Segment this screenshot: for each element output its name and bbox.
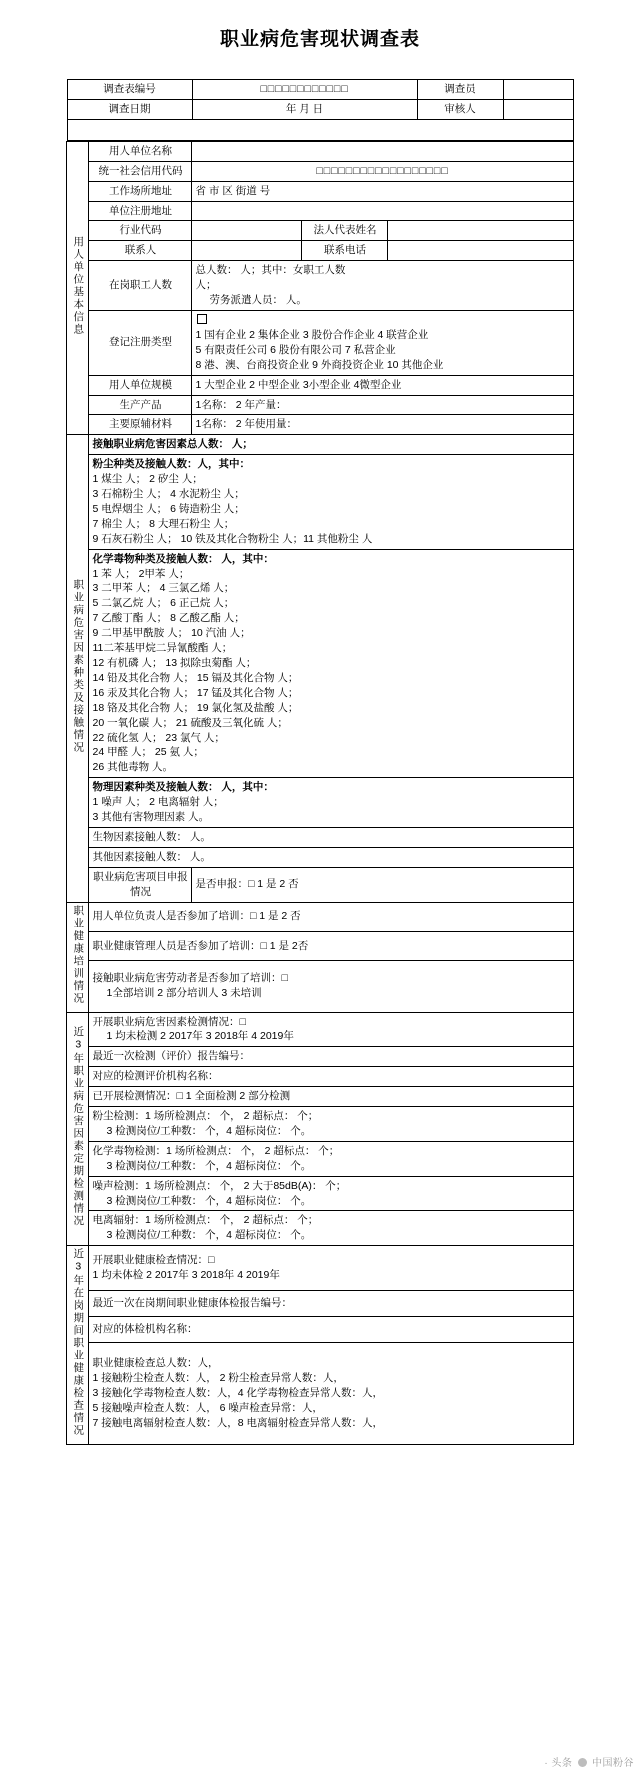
exam-detail-line-4: 5 接触噪声检查人数：人， 6 噪声检查异常：人，: [92, 1401, 323, 1414]
table-row: [67, 847, 573, 867]
chemical-types-block[interactable]: [89, 549, 573, 778]
chemical-line-13: 24 甲醛 人； 25 氨 人；: [92, 746, 204, 759]
spacer-cell: [67, 119, 573, 140]
table-row: [67, 310, 573, 375]
exam-detail-line-1: 职业健康检查总人数：人，: [92, 1357, 219, 1370]
table-row: [67, 931, 573, 960]
survey-no-label: 调查表编号: [67, 80, 192, 100]
unit-scale-options[interactable]: 1 大型企业 2 中型企业 3小型企业 4微型企业: [192, 375, 573, 395]
detection-carryout-row[interactable]: [89, 1012, 573, 1047]
table-row: [67, 1141, 573, 1176]
chemical-line-10: 18 铬及其化合物 人； 19 氯化氢及盐酸 人；: [92, 701, 299, 714]
detection-dust-line-2: 3 检测岗位/工种数： 个，4 超标岗位： 个。: [106, 1124, 312, 1137]
watermark-prefix: · 头条: [544, 1758, 573, 1769]
chemical-line-11: 20 一氧化碳 人； 21 硫酸及三氧化硫 人；: [92, 716, 288, 729]
chemical-line-4: 7 乙酸丁酯 人； 8 乙酸乙酯 人；: [92, 612, 245, 625]
table-row: [67, 221, 573, 241]
investigator-label: 调查员: [417, 80, 503, 100]
contact-label: 联系人: [89, 241, 192, 261]
table-row: [67, 867, 573, 902]
staff-line-3: 劳务派遣人员： 人。: [209, 294, 307, 307]
register-type-label: 登记注册类型: [89, 310, 192, 375]
staff-line-1: 总人数： 人；其中：女职工人数: [195, 264, 346, 277]
chemical-line-1: 1 苯 人； 2甲苯 人；: [92, 567, 190, 580]
detection-chemical-row[interactable]: [89, 1141, 573, 1176]
physical-types-block[interactable]: [89, 778, 573, 828]
survey-date-value[interactable]: 年 月 日: [192, 99, 417, 119]
table-row: [67, 1067, 573, 1087]
survey-no-boxes[interactable]: □□□□□□□□□□□□: [192, 80, 417, 100]
watermark-brand: 中国粉谷: [592, 1758, 634, 1769]
table-row: [67, 435, 573, 455]
chemical-line-12: 22 硫化氢 人； 23 氯气 人；: [92, 731, 225, 744]
exam-detail-line-2: 1 接触粉尘检查人数：人， 2 粉尘检查异常人数：人，: [92, 1372, 344, 1384]
table-row: [67, 1316, 573, 1342]
detection-noise-line-1: 噪声检测：1 场所检测点： 个， 2 大于85dB(A)： 个；: [92, 1179, 347, 1192]
exam-carryout-line-2: 1 均未体检 2 2017年 3 2018年 4 2019年: [92, 1269, 280, 1282]
chemical-line-3: 5 二氯乙烷 人； 6 正己烷 人；: [92, 597, 235, 610]
workplace-address-value[interactable]: 省 市 区 街道 号: [192, 181, 573, 201]
chemical-line-6: 11二苯基甲烷二异氰酸酯 人；: [92, 642, 233, 655]
table-row: [67, 1047, 573, 1067]
dust-heading: 粉尘种类及接触人数：人，其中：: [92, 458, 250, 471]
dust-line-4: 7 棉尘 人； 8 大理石粉尘 人；: [92, 517, 235, 530]
phone-label: 联系电话: [302, 241, 388, 261]
product-label: 生产产品: [89, 395, 192, 415]
product-value[interactable]: 1名称： 2 年产量：: [192, 395, 573, 415]
table-row: [67, 201, 573, 221]
dust-line-3: 5 电焊烟尘 人； 6 铸造粉尘 人；: [92, 502, 245, 515]
table-row: [67, 961, 573, 1012]
staff-line-2: 人；: [195, 279, 217, 292]
register-type-line-1: 1 国有企业 2 集体企业 3 股份合作企业 4 联营企业: [195, 328, 429, 341]
header-table: [67, 79, 574, 141]
industry-code-label: 行业代码: [89, 221, 192, 241]
training-worker-row[interactable]: [89, 961, 573, 1012]
detection-dust-line-1: 粉尘检测：1 场所检测点： 个， 2 超标点： 个；: [92, 1110, 319, 1123]
section-label-exam: 近3年在岗期间职业健康检查情况: [67, 1246, 89, 1445]
table-row: [67, 1087, 573, 1107]
exam-carryout-row[interactable]: [89, 1246, 573, 1291]
register-address-label: 单位注册地址: [89, 201, 192, 221]
exam-carryout-line-1: 开展职业健康检查情况：□: [92, 1254, 215, 1267]
material-value[interactable]: 1名称： 2 年使用量：: [192, 415, 573, 435]
unit-name-label: 用人单位名称: [89, 141, 192, 161]
table-row: [67, 141, 573, 161]
detection-dust-row[interactable]: [89, 1107, 573, 1142]
dust-line-2: 3 石棉粉尘 人； 4 水泥粉尘 人；: [92, 488, 245, 501]
physical-line-2: 3 其他有害物理因素 人。: [92, 811, 210, 824]
physical-line-1: 1 噪声 人； 2 电离辐射 人；: [92, 796, 224, 809]
detection-noise-line-2: 3 检测岗位/工种数： 个，4 超标岗位： 个。: [106, 1194, 312, 1207]
staff-count-label: 在岗职工人数: [89, 261, 192, 311]
detection-chemical-line-2: 3 检测岗位/工种数： 个，4 超标岗位： 个。: [106, 1159, 312, 1172]
table-row: [67, 549, 573, 778]
page-title: 职业病危害现状调查表: [219, 29, 420, 50]
reviewer-label: 审核人: [417, 99, 503, 119]
declaration-value[interactable]: 是否申报：□ 1 是 2 否: [192, 867, 573, 902]
training-worker-line-1: 接触职业病危害劳动者是否参加了培训：□: [92, 972, 288, 985]
training-leader-row[interactable]: 用人单位负责人是否参加了培训：□ 1 是 2 否: [89, 902, 573, 931]
detection-noise-row[interactable]: [89, 1176, 573, 1211]
table-row: [67, 1107, 573, 1142]
detection-carryout-line-2: 1 均未检测 2 2017年 3 2018年 4 2019年: [106, 1030, 294, 1043]
register-type-options[interactable]: [192, 310, 573, 375]
credit-code-boxes[interactable]: □□□□□□□□□□□□□□□□□□: [192, 161, 573, 181]
reviewer-value[interactable]: [503, 99, 573, 119]
chemical-line-14: 26 其他毒物 人。: [92, 761, 173, 774]
table-row: [67, 261, 573, 311]
table-row: [67, 1246, 573, 1291]
table-row: [67, 395, 573, 415]
table-row: [67, 415, 573, 435]
unit-name-value[interactable]: [192, 141, 573, 161]
physical-heading: 物理因素种类及接触人数： 人，其中：: [92, 781, 274, 794]
detection-radiation-line-1: 电离辐射：1 场所检测点： 个， 2 超标点： 个；: [92, 1214, 319, 1227]
detection-agency-name[interactable]: 对应的检测评价机构名称：: [89, 1067, 573, 1087]
dust-line-1: 1 煤尘 人； 2 矽尘 人；: [92, 473, 203, 486]
staff-count-value[interactable]: [192, 261, 573, 311]
watermark: [544, 1754, 634, 1769]
survey-date-label: 调查日期: [67, 99, 192, 119]
table-row: [67, 1342, 573, 1445]
legal-person-value[interactable]: [388, 221, 573, 241]
other-factor-count[interactable]: 其他因素接触人数： 人。: [89, 847, 573, 867]
chemical-line-8: 14 铅及其化合物 人； 15 镉及其化合物 人；: [92, 671, 299, 684]
table-row: [67, 1012, 573, 1047]
exam-detail-line-5: 7 接触电离辐射检查人数：人，8 电离辐射检查异常人数：人，: [92, 1416, 383, 1429]
legal-person-label: 法人代表姓名: [302, 221, 388, 241]
table-row: [67, 181, 573, 201]
detection-carryout-line-1: 开展职业病危害因素检测情况：□: [92, 1015, 246, 1028]
spacer-row: [67, 119, 573, 140]
detection-report-no[interactable]: 最近一次检测（评价）报告编号：: [89, 1047, 573, 1067]
table-row: [67, 375, 573, 395]
unit-scale-label: 用人单位规模: [89, 375, 192, 395]
table-row: [67, 1176, 573, 1211]
table-row: [67, 827, 573, 847]
section-label-training: 职业健康培训情况: [67, 902, 89, 1012]
dust-line-5: 9 石灰石粉尘 人； 10 铁及其化合物粉尘 人；11 其他粉尘 人: [92, 532, 373, 545]
detection-done-row[interactable]: 已开展检测情况：□ 1 全面检测 2 部分检测: [89, 1087, 573, 1107]
credit-code-label: 统一社会信用代码: [89, 161, 192, 181]
training-manager-row[interactable]: 职业健康管理人员是否参加了培训：□ 1 是 2否: [89, 931, 573, 960]
table-row: [67, 902, 573, 931]
exam-report-no[interactable]: 最近一次在岗期间职业健康体检报告编号：: [89, 1291, 573, 1317]
detection-radiation-row[interactable]: [89, 1211, 573, 1246]
exam-detail-line-3: 3 接触化学毒物检查人数：人，4 化学毒物检查异常人数：人，: [92, 1386, 383, 1399]
dust-types-block[interactable]: [89, 455, 573, 549]
contact-value[interactable]: [192, 241, 302, 261]
material-label: 主要原辅材料: [89, 415, 192, 435]
chemical-line-9: 16 汞及其化合物 人； 17 锰及其化合物 人；: [92, 686, 299, 699]
section-label-detection: 近3年职业病危害因素定期检测情况: [67, 1012, 89, 1246]
register-type-line-3: 8 港、澳、台商投资企业 9 外商投资企业 10 其他企业: [195, 358, 444, 371]
chemical-heading: 化学毒物种类及接触人数： 人，其中：: [92, 552, 274, 565]
hazard-total-count[interactable]: 接触职业病危害因素总人数： 人；: [89, 435, 573, 455]
table-row: [67, 161, 573, 181]
table-row: [67, 241, 573, 261]
table-row: [67, 99, 573, 119]
table-row: [67, 455, 573, 549]
detection-radiation-line-2: 3 检测岗位/工种数： 个，4 超标岗位： 个。: [106, 1229, 312, 1242]
register-type-line-2: 5 有限责任公司 6 股份有限公司 7 私营企业: [195, 343, 396, 356]
chemical-line-5: 9 二甲基甲酰胺 人； 10 汽油 人；: [92, 627, 251, 640]
industry-code-value[interactable]: [192, 221, 302, 241]
phone-value[interactable]: [388, 241, 573, 261]
training-worker-line-2: 1全部培训 2 部分培训人 3 未培训: [106, 987, 262, 1000]
section-label-hazard: 职业病危害因素种类及接触情况: [67, 435, 89, 902]
watermark-logo-icon: [578, 1758, 587, 1767]
table-row: [67, 80, 573, 100]
chemical-line-2: 3 二甲苯 人； 4 三氯乙烯 人；: [92, 582, 235, 595]
exam-agency-name[interactable]: 对应的体检机构名称：: [89, 1316, 573, 1342]
table-row: [67, 1211, 573, 1246]
declaration-label: 职业病危害项目申报情况: [89, 867, 192, 902]
biological-factor-count[interactable]: 生物因素接触人数： 人。: [89, 827, 573, 847]
workplace-address-label: 工作场所地址: [89, 181, 192, 201]
register-type-checkbox[interactable]: [197, 314, 207, 324]
investigator-value[interactable]: [503, 80, 573, 100]
exam-detail-row[interactable]: [89, 1342, 573, 1445]
detection-chemical-line-1: 化学毒物检测：1 场所检测点： 个， 2 超标点： 个；: [92, 1144, 340, 1157]
register-address-value[interactable]: [192, 201, 573, 221]
chemical-line-7: 12 有机磷 人； 13 拟除虫菊酯 人；: [92, 657, 257, 669]
section-label-employer: 用人单位基本信息: [67, 141, 89, 435]
main-table: [66, 141, 573, 1445]
table-row: [67, 778, 573, 828]
table-row: [67, 1291, 573, 1317]
